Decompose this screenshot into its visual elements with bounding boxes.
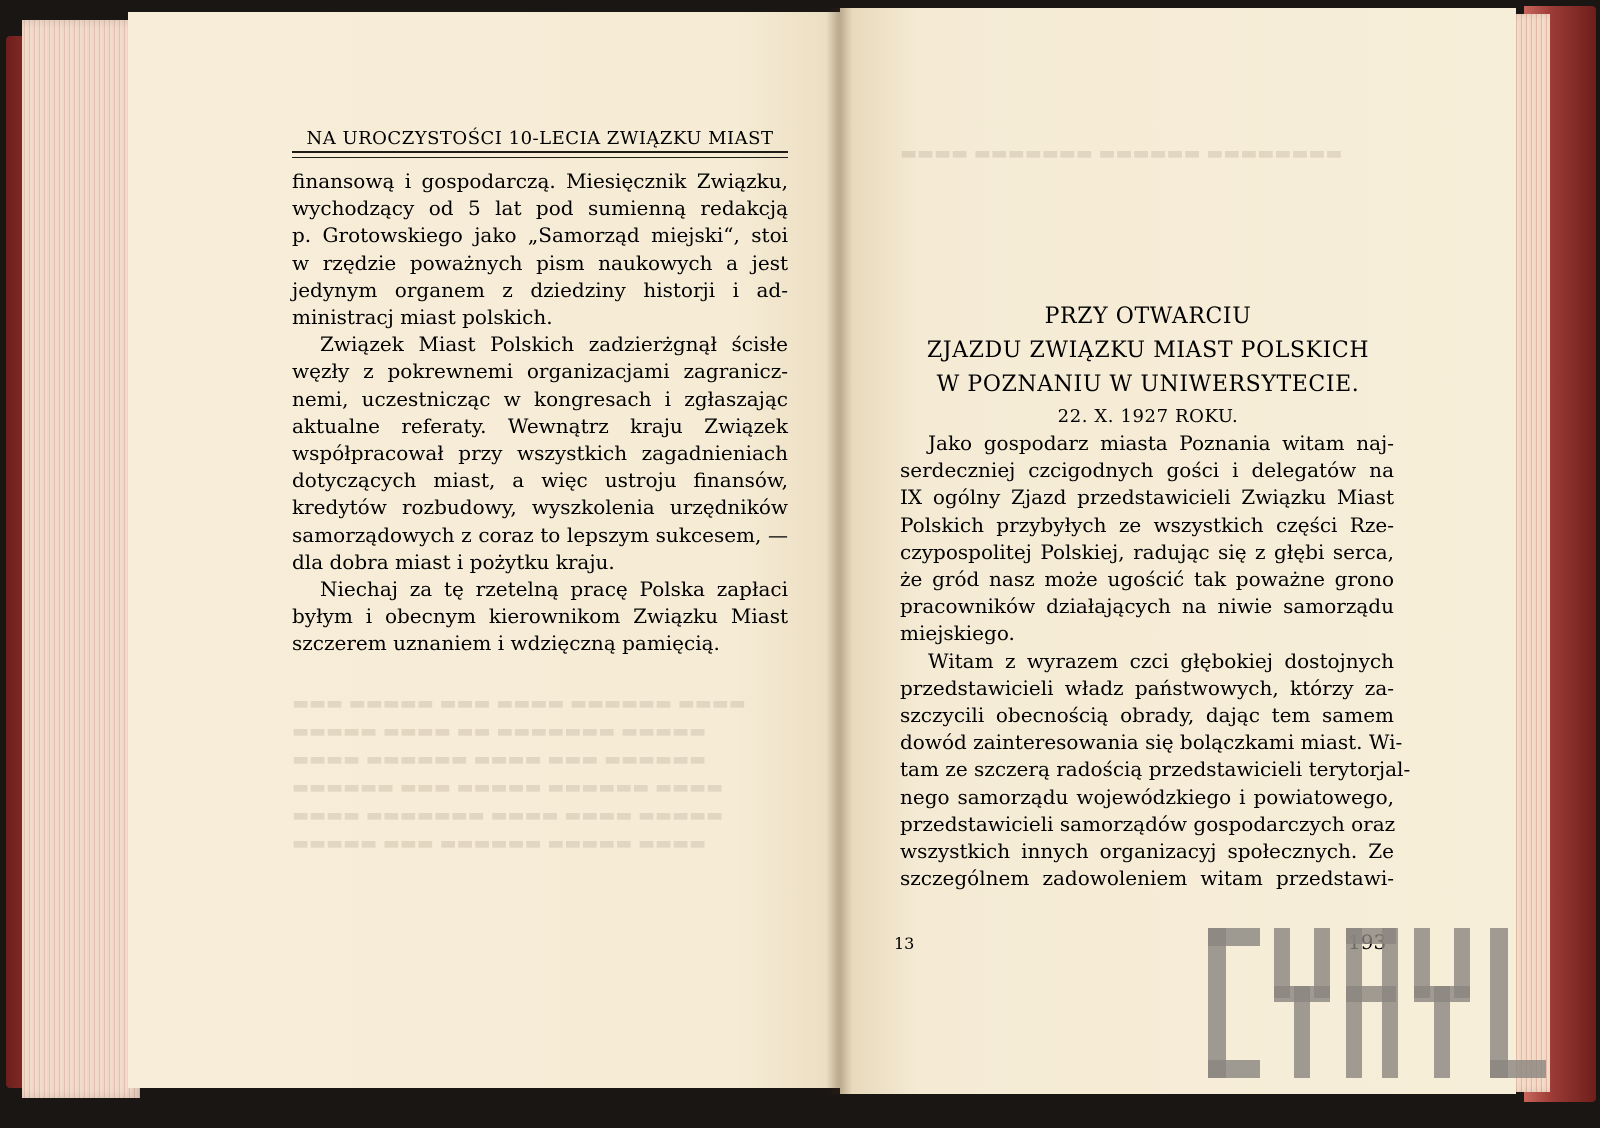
text-line: byłym i obecnym kierownikom Związku Miast [292,604,788,629]
running-head: NA UROCZYSTOŚCI 10-LECIA ZWIĄZKU MIAST [306,128,774,149]
title-line: ZJAZDU ZWIĄZKU MIAST POLSKICH [926,338,1370,363]
text-line: kredytów rozbudowy, wyszkolenia urzędników [292,495,788,520]
text-line: szczególnem zadowoleniem witam przedstawi- [900,866,1394,891]
text-line: szczerem uznaniem i wdzięczną pamięcią. [292,631,720,656]
text-line: dotyczących miast, a więc ustroju finansów, [292,468,788,493]
text-line: dowód zainteresowania się bolączkami miast. Wi- [900,730,1403,755]
running-head-rule [292,151,788,153]
text-line: Jako gospodarz miasta Poznania witam naj- [928,431,1394,455]
watermark-logo-icon [1208,928,1548,1078]
text-line: Niechaj za tę rzetelną pracę Polska zapłaci [320,577,788,602]
text-line: czypospolitej Polskiej, radując się z głębi serca, [900,539,1394,564]
running-head-rule-thin [292,157,788,158]
text-line: jedynym organem z dziedziny historji i ad- [292,277,788,302]
text-line: p. Grotowskiego jako „Samorząd miejski“, stoi [292,223,788,248]
left-page-body [292,168,788,658]
text-line: IX ogólny Zjazd przedstawicieli Związku Miast [900,485,1394,510]
text-line: nemi, uczestnicząc w kongresach i zgłaszając [292,386,788,411]
signature-mark: 13 [894,934,915,953]
text-line: przedstawicieli samorządów gospodarczych oraz [900,811,1396,836]
text-line: aktualne referaty. Wewnątrz kraju Związek [292,413,788,438]
section-title [900,300,1396,432]
right-page-body [900,430,1411,892]
section-date: 22. X. 1927 ROKU. [1057,406,1239,427]
text-line: pracowników działających na niwie samorządu [900,594,1394,619]
text-line: że gród nasz może ugościć tak poważne grono [900,567,1394,592]
text-line: szczycili obecnością obrady, dając tem samem [900,703,1394,728]
text-line: ministracj miast polskich. [292,305,553,330]
text-line: Witam z wyrazem czci głębokiej dostojnych [928,648,1394,673]
text-line: Polskich przybyłych ze wszystkich części Rze- [900,512,1394,537]
text-line: miejskiego. [900,621,1015,646]
title-line: PRZY OTWARCIU [1044,304,1252,329]
text-line: dla dobra miast i pożytku kraju. [292,549,615,574]
text-line: Związek Miast Polskich zadzierżgnął ścisłe [320,332,788,357]
text-line: nego samorządu wojewódzkiego i powiatowego, [900,784,1394,809]
text-line: wychodzący od 5 lat pod sumienną redakcją [292,196,788,221]
text-line: przedstawicieli władz państwowych, którzy za- [900,675,1394,700]
text-line: współpracował przy wszystkich zagadnieniach [292,441,788,466]
text-line: węzły z pokrewnemi organizacjami zagranicz- [292,359,788,384]
book-gutter [826,8,852,1094]
text-line: serdeczniej czcigodnych gości i delegatów na [900,458,1394,483]
cyryl-watermark-logo [1208,928,1548,1078]
show-through-left: ▬▬▬ ▬▬▬▬▬ ▬▬▬ ▬▬▬▬ ▬▬▬▬▬▬ ▬▬▬▬ ▬▬▬▬▬ ▬▬▬▬ ▬▬ ▬▬▬▬▬▬▬ ▬▬▬▬▬ ▬▬▬▬ ▬▬▬▬▬▬ ▬▬▬▬ ▬▬▬ ▬▬▬▬▬▬ ▬▬▬▬▬▬ ▬▬▬ ▬▬▬▬▬ ▬▬▬▬▬▬ ▬▬▬▬ ▬▬▬▬ ▬▬▬▬▬▬▬ ▬▬▬▬ ▬▬▬▬ ▬▬▬▬▬ ▬▬▬▬▬ ▬▬▬ ▬▬▬▬▬▬ ▬▬▬▬▬ ▬▬▬▬ [292,693,746,854]
page-edges-left [22,20,140,1098]
title-line: W POZNANIU W UNIWERSYTECIE. [936,372,1360,397]
text-line: finansową i gospodarczą. Miesięcznik Związku, [292,169,788,193]
text-line: tam ze szczerą radością przedstawicieli terytorjal- [900,757,1411,782]
show-through-right: ▬▬▬▬ ▬▬▬▬▬▬▬ ▬▬▬▬▬▬ ▬▬▬▬▬▬▬▬ [900,143,1343,164]
text-line: w rzędzie poważnych pism naukowych a jest [292,250,788,275]
text-line: wszystkich innych organizacyj społecznych. Ze [900,839,1394,864]
text-line: samorządowych z coraz to lepszym sukcesem, — [292,522,788,547]
